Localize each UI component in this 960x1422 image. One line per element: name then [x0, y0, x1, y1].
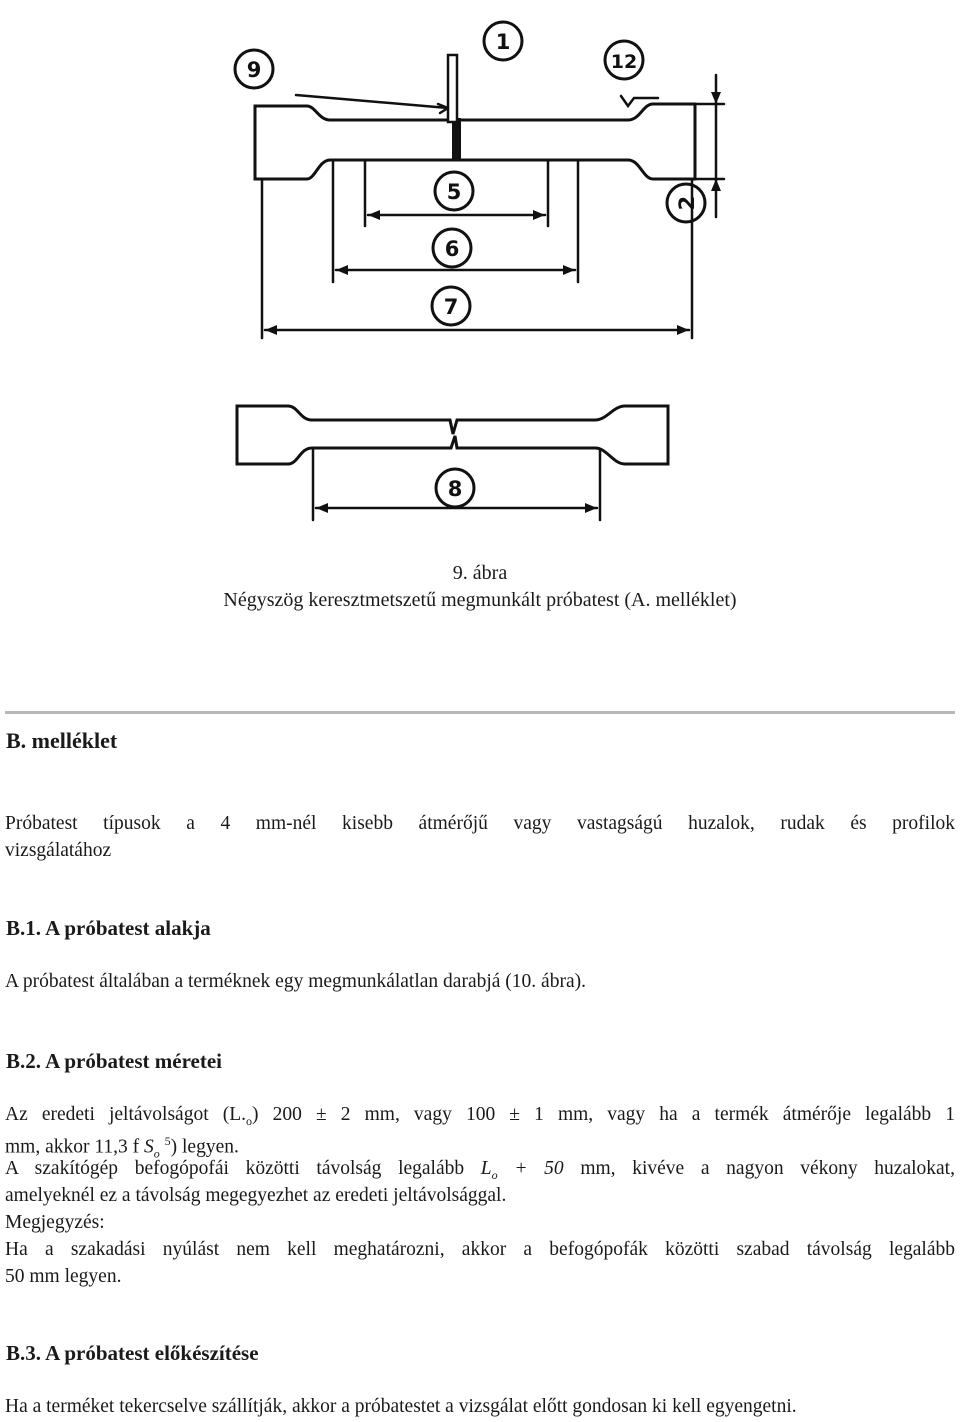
- section-heading-b3: B.3. A próbatest előkészítése: [6, 1341, 259, 1365]
- annex-intro-line-1: Próbatest típusok a 4 mm-nél kisebb átmérőjű vagy vastagságú huzalok, rudak és profilok: [5, 813, 955, 834]
- callout-7-label: 7: [443, 295, 459, 319]
- callout-9-label: 9: [246, 58, 262, 82]
- b3-paragraph: Ha a terméket tekercselve szállítják, akkor a próbatestet a vizsgálat előtt gondosan ki kell egyengetni.: [5, 1396, 797, 1417]
- callout-2-label: 2: [675, 195, 699, 211]
- section-heading-b2: B.2. A próbatest méretei: [6, 1049, 222, 1073]
- callout-5-label: 5: [446, 180, 462, 204]
- b2-line-1: Az eredeti jeltávolságot $(L._o) 200 \pm 2$ mm, vagy 100 ± 1 mm, vagy ha a termék átmérője legalább 1: [5, 1104, 955, 1128]
- callout-12-label: 12: [610, 51, 638, 73]
- note-line-1: Ha a szakadási nyúlást nem kell meghatározni, akkor a befogópofák közötti szabad távolság legalább: [5, 1239, 955, 1260]
- callout-1-label: 1: [495, 30, 511, 54]
- b1-paragraph: A próbatest általában a terméknek egy megmunkálatlan darabjá (10. ábra).: [5, 971, 586, 992]
- specimen-outline-lower: [237, 406, 668, 520]
- b2-line-3: A szakítógép befogópofái közötti távolság legalább $L_o + 50$ mm, kivéve a nagyon vékony huzalokat,: [5, 1158, 955, 1182]
- figure-caption-title: 9. ábra: [452, 562, 508, 584]
- annex-title: B. melléklet: [6, 728, 118, 753]
- callout-6-label: 6: [444, 237, 460, 261]
- callout-8-label: 8: [447, 477, 463, 501]
- figure-caption-subtitle: Négyszög keresztmetszetű megmunkált próbatest (A. melléklet): [223, 589, 737, 611]
- b2-line-2: mm, akkor 11,3 f $S_o$ $^5$) legyen.: [5, 1134, 239, 1161]
- section-heading-b1: B.1. A próbatest alakja: [6, 916, 211, 940]
- note-label: Megjegyzés:: [5, 1212, 105, 1233]
- annex-intro-line-2: vizsgálatához: [5, 840, 112, 861]
- specimen-outline-upper: [255, 55, 724, 338]
- b2-line-4: amelyeknél ez a távolság megegyezhet az eredeti jeltávolsággal.: [5, 1185, 507, 1206]
- note-line-2: 50 mm legyen.: [5, 1266, 122, 1287]
- section-divider: [5, 711, 955, 714]
- specimen-figure: [0, 0, 960, 530]
